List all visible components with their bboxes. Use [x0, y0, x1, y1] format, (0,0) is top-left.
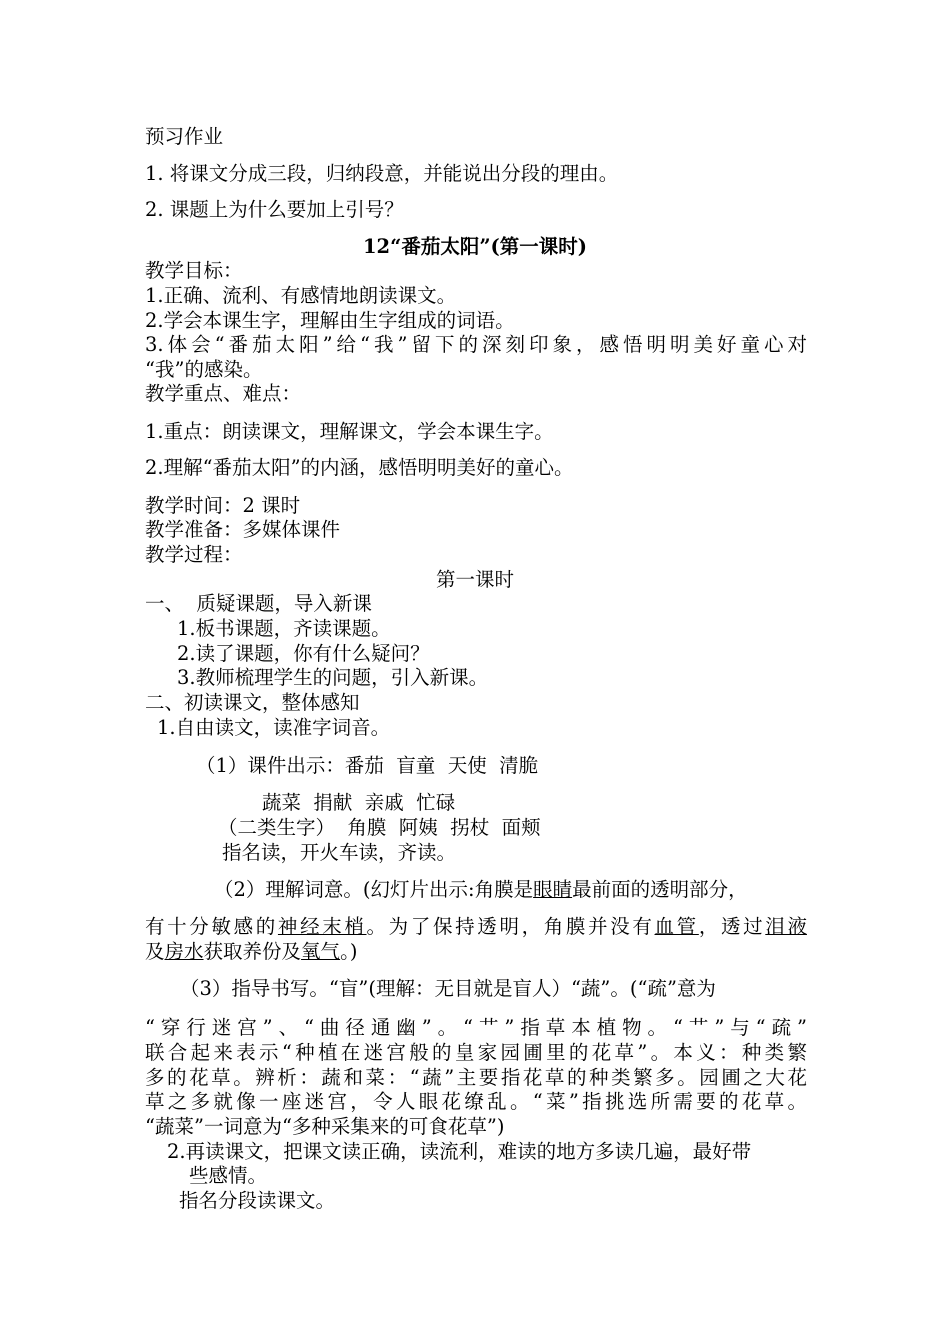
words-line-2: 蔬菜 捐献 亲戚 忙碌: [262, 791, 456, 814]
writing-line-4: 多的花草。辨析：蔬和菜：“蔬”主要指花草的种类繁多。园圃之大花: [145, 1066, 807, 1089]
section2-item-2-cont: 些感情。: [189, 1164, 268, 1187]
term-eye: 眼睛: [533, 878, 573, 901]
goal-item-1: 1.正确、流利、有感情地朗读课文。: [145, 284, 457, 307]
writing-line-6: “蔬菜”一词意为“多种采集来的可食花草”): [145, 1115, 505, 1138]
term-oxygen: 氧气: [301, 940, 341, 963]
teaching-prep: 教学准备：多媒体课件: [145, 518, 341, 541]
lesson-title: 12“番茄太阳”(第一课时): [362, 235, 588, 258]
preview-heading: 预习作业: [145, 125, 224, 148]
term-aqueous-humor: 房水: [164, 940, 204, 963]
section1-item-2: 2.读了课题，你有什么疑问？: [177, 642, 430, 665]
words-line-4: 指名读，开火车读，齐读。: [222, 841, 457, 864]
section2-heading: 二、初读课文，整体感知: [145, 691, 360, 714]
writing-line-1: （3）指导书写。“盲”(理解：无目就是盲人）“蔬”。(“疏”意为: [180, 977, 716, 1000]
section1-heading: 一、 质疑课题，导入新课: [145, 592, 372, 615]
section1-item-3: 3.教师梳理学生的问题，引入新课。: [177, 666, 489, 689]
key-points-heading: 教学重点、难点：: [145, 382, 302, 405]
section1-item-1: 1.板书课题，齐读课题。: [177, 617, 391, 640]
key-point-1: 1.重点：朗读课文，理解课文，学会本课生字。: [145, 420, 554, 443]
goals-heading: 教学目标：: [145, 259, 243, 282]
term-tears: 泪液: [765, 915, 807, 938]
explain-line-2: 有十分敏感的神经末梢。为了保持透明，角膜并没有血管，透过泪液: [145, 915, 807, 938]
explain-line-3: 及房水获取养份及氧气。): [145, 940, 358, 963]
term-blood-vessels: 血管: [654, 915, 699, 938]
writing-line-3: 联合起来表示“种植在迷宫般的皇家园圃里的花草”。本义：种类繁: [145, 1041, 807, 1064]
section2-item-2-note: 指名分段读课文。: [179, 1189, 336, 1212]
goal-item-2: 2.学会本课生字，理解由生字组成的词语。: [145, 309, 515, 332]
term-nerve-endings: 神经末梢: [277, 915, 367, 938]
section2-item-1: 1.自由读文，读准字词音。: [157, 716, 391, 739]
key-point-2: 2.理解“番茄太阳”的内涵，感悟明明美好的童心。: [145, 456, 574, 479]
goal-item-3: 3.体会“番茄太阳”给“我”留下的深刻印象，感悟明明美好童心对: [145, 333, 807, 356]
preview-item-1: 1. 将课文分成三段，归纳段意，并能说出分段的理由。: [145, 162, 619, 185]
goal-item-3-cont: “我”的感染。: [145, 358, 263, 381]
process-heading: 教学过程：: [145, 543, 243, 566]
writing-line-2: “穿行迷宫”、“曲径通幽”。“艹”指草本植物。“艹”与“疏”: [145, 1016, 807, 1039]
teaching-time: 教学时间：2 课时: [145, 494, 301, 517]
section2-item-2: 2.再读课文，把课文读正确，读流利，难读的地方多读几遍，最好带: [167, 1140, 752, 1163]
words-line-3: （二类生字） 角膜 阿姨 拐杖 面颊: [218, 816, 541, 839]
words-line-1: （1）课件出示：番茄 盲童 天使 清脆: [196, 754, 539, 777]
period-title: 第一课时: [435, 568, 514, 591]
explain-line-1: （2）理解词意。(幻灯片出示:角膜是眼睛最前面的透明部分，: [214, 878, 748, 901]
preview-item-2: 2. 课题上为什么要加上引号？: [145, 198, 404, 221]
writing-line-5: 草之多就像一座迷宫，令人眼花缭乱。“菜”指挑选所需要的花草。: [145, 1090, 807, 1113]
